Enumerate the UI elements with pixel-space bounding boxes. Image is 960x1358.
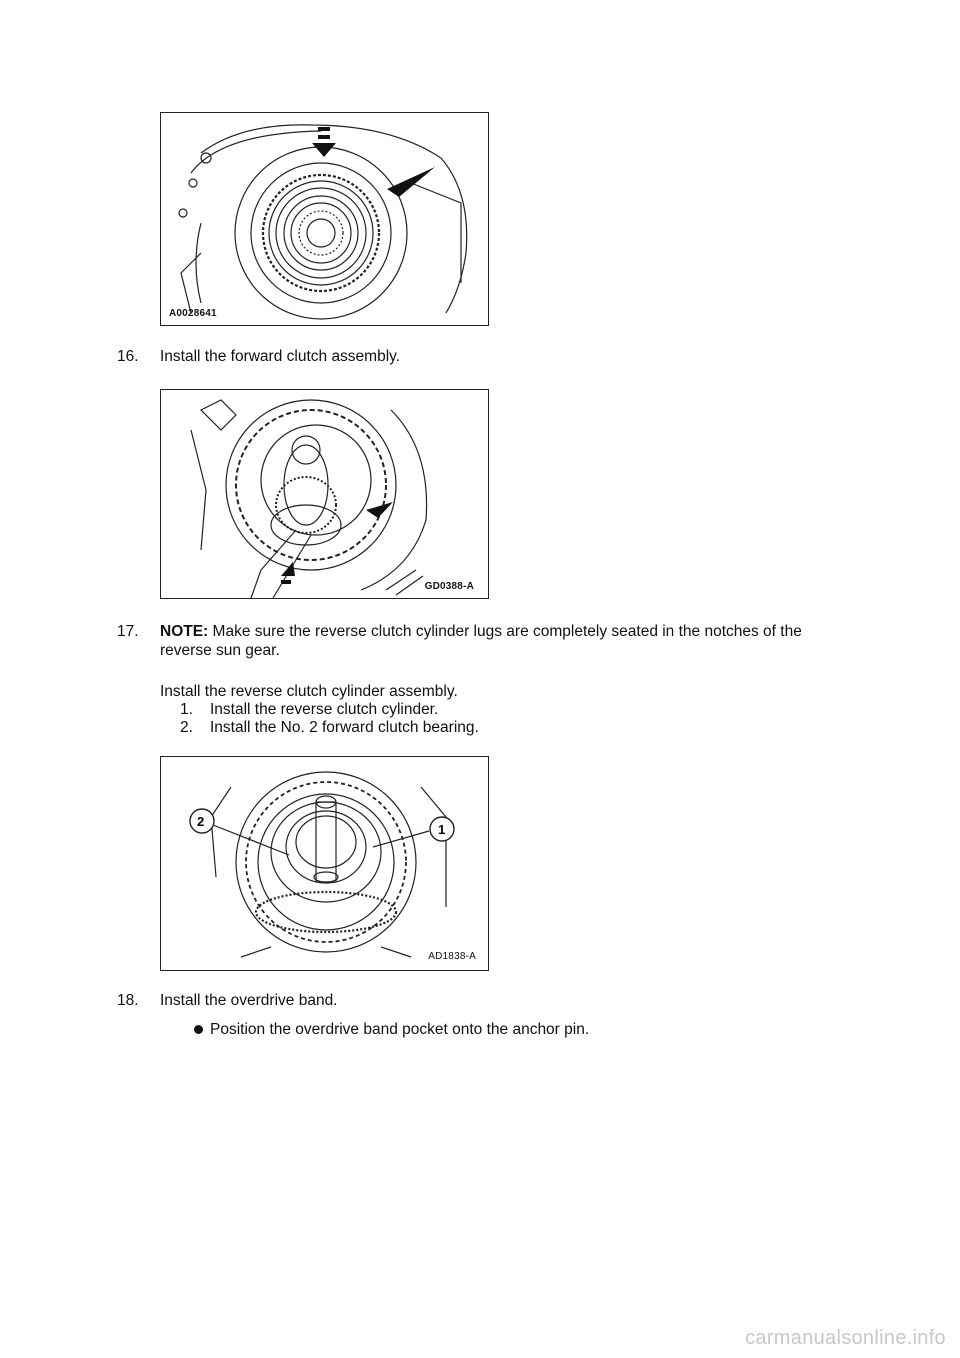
substep-text: Install the reverse clutch cylinder.	[210, 701, 439, 718]
note-text-line2: reverse sun gear.	[160, 642, 280, 659]
figure-forward-clutch-hub	[160, 112, 489, 326]
bullet-text: Position the overdrive band pocket onto the anchor pin.	[210, 1021, 590, 1038]
note-label: NOTE:	[160, 623, 209, 640]
step-16	[0, 347, 960, 367]
substep-text: Install the No. 2 forward clutch bearing.	[210, 719, 479, 736]
step-number: 17.	[117, 623, 139, 640]
callout-2: 2	[197, 814, 205, 829]
watermark: carmanualsonline.info	[745, 1327, 946, 1349]
substep-2	[180, 718, 780, 737]
figure-label: GD0388-A	[424, 581, 474, 592]
step-17	[0, 622, 960, 662]
forward-clutch-assembly-illustration	[161, 390, 488, 598]
note-text: Make sure the reverse clutch cylinder lugs are completely seated in the notches of the	[212, 623, 802, 640]
substep-number: 1.	[180, 701, 193, 718]
step-number: 16.	[117, 348, 139, 365]
callout-1: 1	[438, 822, 446, 837]
step-18	[0, 991, 960, 1011]
step-text: Install the overdrive band.	[160, 992, 338, 1009]
figure-reverse-clutch-cylinder	[160, 756, 489, 971]
forward-clutch-hub-illustration	[161, 113, 488, 325]
figure-forward-clutch-assembly	[160, 389, 489, 599]
step-number: 18.	[117, 992, 139, 1009]
step-17-text: Install the reverse clutch cylinder assembly.	[160, 683, 458, 700]
reverse-clutch-cylinder-illustration	[161, 757, 488, 970]
step-note	[160, 622, 850, 641]
figure-label: A0028641	[169, 308, 217, 319]
bullet-icon	[194, 1025, 203, 1034]
step-text: Install the forward clutch assembly.	[160, 348, 401, 365]
figure-label: AD1838-A	[428, 951, 476, 962]
substep-number: 2.	[180, 719, 193, 736]
substep-1	[180, 700, 780, 719]
